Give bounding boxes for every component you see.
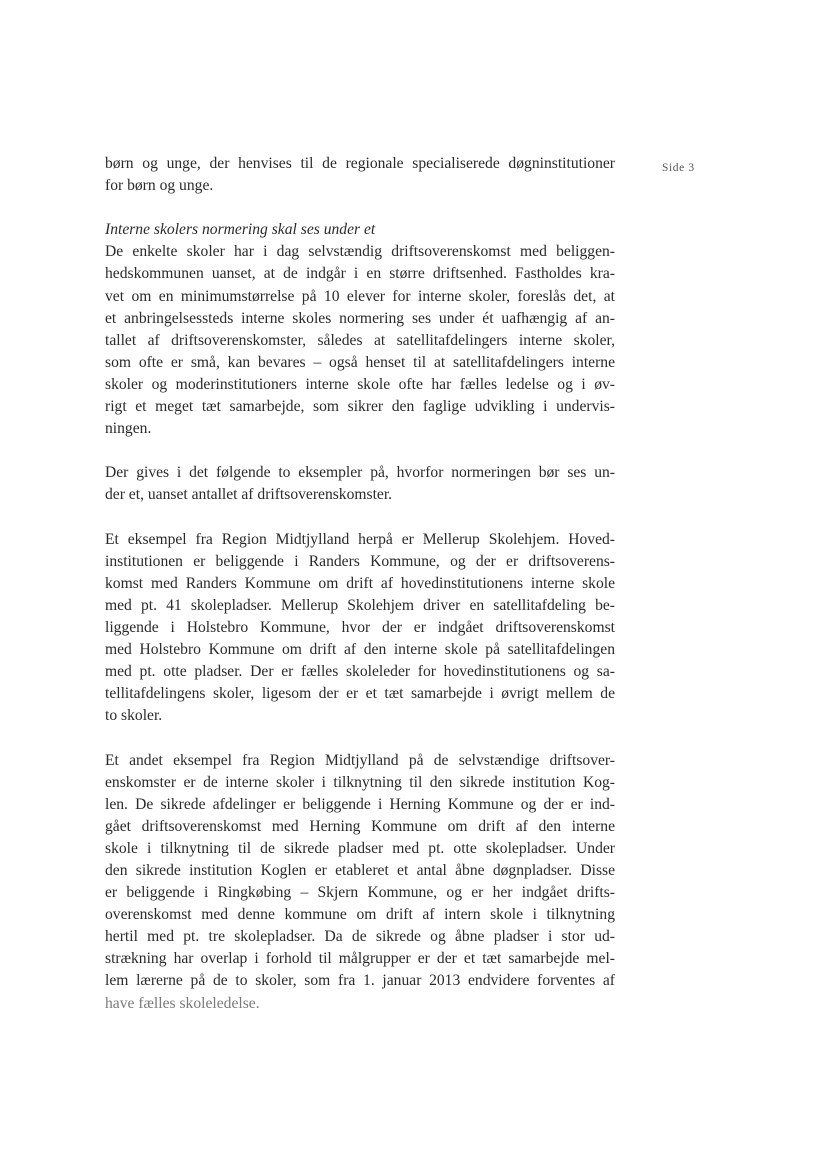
text-line: er beliggende i Ringkøbing – Skjern Kommune, og er her indgået drifts- [105, 884, 615, 902]
text-line: vet om en minimumstørrelse på 10 elever for interne skoler, foreslås det, at [105, 287, 615, 305]
text-line: enskomster er de interne skoler i tilknytning til den sikrede institution Kog- [105, 773, 615, 791]
document-body [105, 153, 615, 1015]
text-line: med pt. otte pladser. Der er fælles skoleleder for hovedinstitutionens og sa- [105, 663, 615, 681]
text-line: have fælles skoleledelse. [105, 994, 260, 1012]
text-line: for børn og unge. [105, 177, 214, 195]
text-line: De enkelte skoler har i dag selvstændig driftsoverenskomst med beliggen- [105, 243, 615, 261]
text-line: Et andet eksempel fra Region Midtjylland på de selvstændige driftsover- [105, 751, 615, 769]
intro-paragraph [105, 153, 615, 197]
text-line: overenskomst med denne kommune om drift af intern skole i tilknytning [105, 906, 615, 924]
text-line: skoler og moderinstitutioners interne skole ofte har fælles ledelse og i øv- [105, 375, 615, 393]
text-line: komst med Randers Kommune om drift af hovedinstitutionens interne skole [105, 574, 615, 592]
paragraph-3 [105, 529, 615, 728]
text-line: som ofte er små, kan bevares – også henset til at satellitafdelingers interne [105, 353, 615, 371]
text-line: len. De sikrede afdelinger er beliggende i Herning Kommune og der er ind- [105, 795, 615, 813]
text-line: lem lærerne på de to skoler, som fra 1. januar 2013 endvidere forventes af [105, 972, 615, 990]
paragraph-4 [105, 750, 615, 1015]
text-line: to skoler. [105, 707, 163, 725]
text-line: børn og unge, der henvises til de regionale specialiserede døgninstitutioner [105, 155, 615, 172]
text-line: den sikrede institution Koglen er etableret et antal åbne døgnpladser. Disse [105, 862, 615, 879]
paragraph-2 [105, 462, 615, 506]
text-line: med Holstebro Kommune om drift af den interne skole på satellitafdelingen [105, 641, 615, 659]
text-line: Et eksempel fra Region Midtjylland herpå er Mellerup Skolehjem. Hoved- [105, 530, 615, 548]
text-line: tallet af driftsoverenskomster, således at satellitafdelingers interne skoler, [105, 331, 615, 349]
section-heading: Interne skolers normering skal ses under et [105, 221, 376, 239]
paragraph-1 [105, 241, 615, 440]
text-line: strækning har overlap i forhold til målgrupper er der et tæt samarbejde mel- [105, 950, 615, 968]
text-line: ningen. [105, 420, 152, 438]
text-line: skole i tilknytning til de sikrede pladser med pt. otte skolepladser. Under [105, 839, 615, 857]
text-line: hertil med pt. tre skolepladser. Da de sikrede og åbne pladser i stor ud- [105, 928, 615, 946]
text-line: liggende i Holstebro Kommune, hvor der er indgået driftsoverenskomst [105, 618, 615, 636]
text-line: et anbringelsessteds interne skoles normering ses under ét uafhængig af an- [105, 309, 615, 327]
page-number: Side 3 [662, 162, 695, 174]
text-line: tellitafdelingens skoler, ligesom der er et tæt samarbejde i øvrigt mellem de [105, 685, 615, 703]
text-line: med pt. 41 skolepladser. Mellerup Skolehjem driver en satellitafdeling be- [105, 596, 615, 614]
text-line: Der gives i det følgende to eksempler på, hvorfor normeringen bør ses un- [105, 464, 615, 482]
text-line: gået driftsoverenskomst med Herning Kommune om drift af den interne [105, 817, 615, 835]
text-line: rigt et meget tæt samarbejde, som sikrer den faglige udvikling i undervis- [105, 398, 615, 416]
text-line: institutionen er beliggende i Randers Kommune, og der er driftsoverens- [105, 552, 615, 570]
text-line: der et, uanset antallet af driftsoverenskomster. [105, 486, 393, 504]
text-line: hedskommunen uanset, at de indgår i en større driftsenhed. Fastholdes kra- [105, 265, 615, 283]
